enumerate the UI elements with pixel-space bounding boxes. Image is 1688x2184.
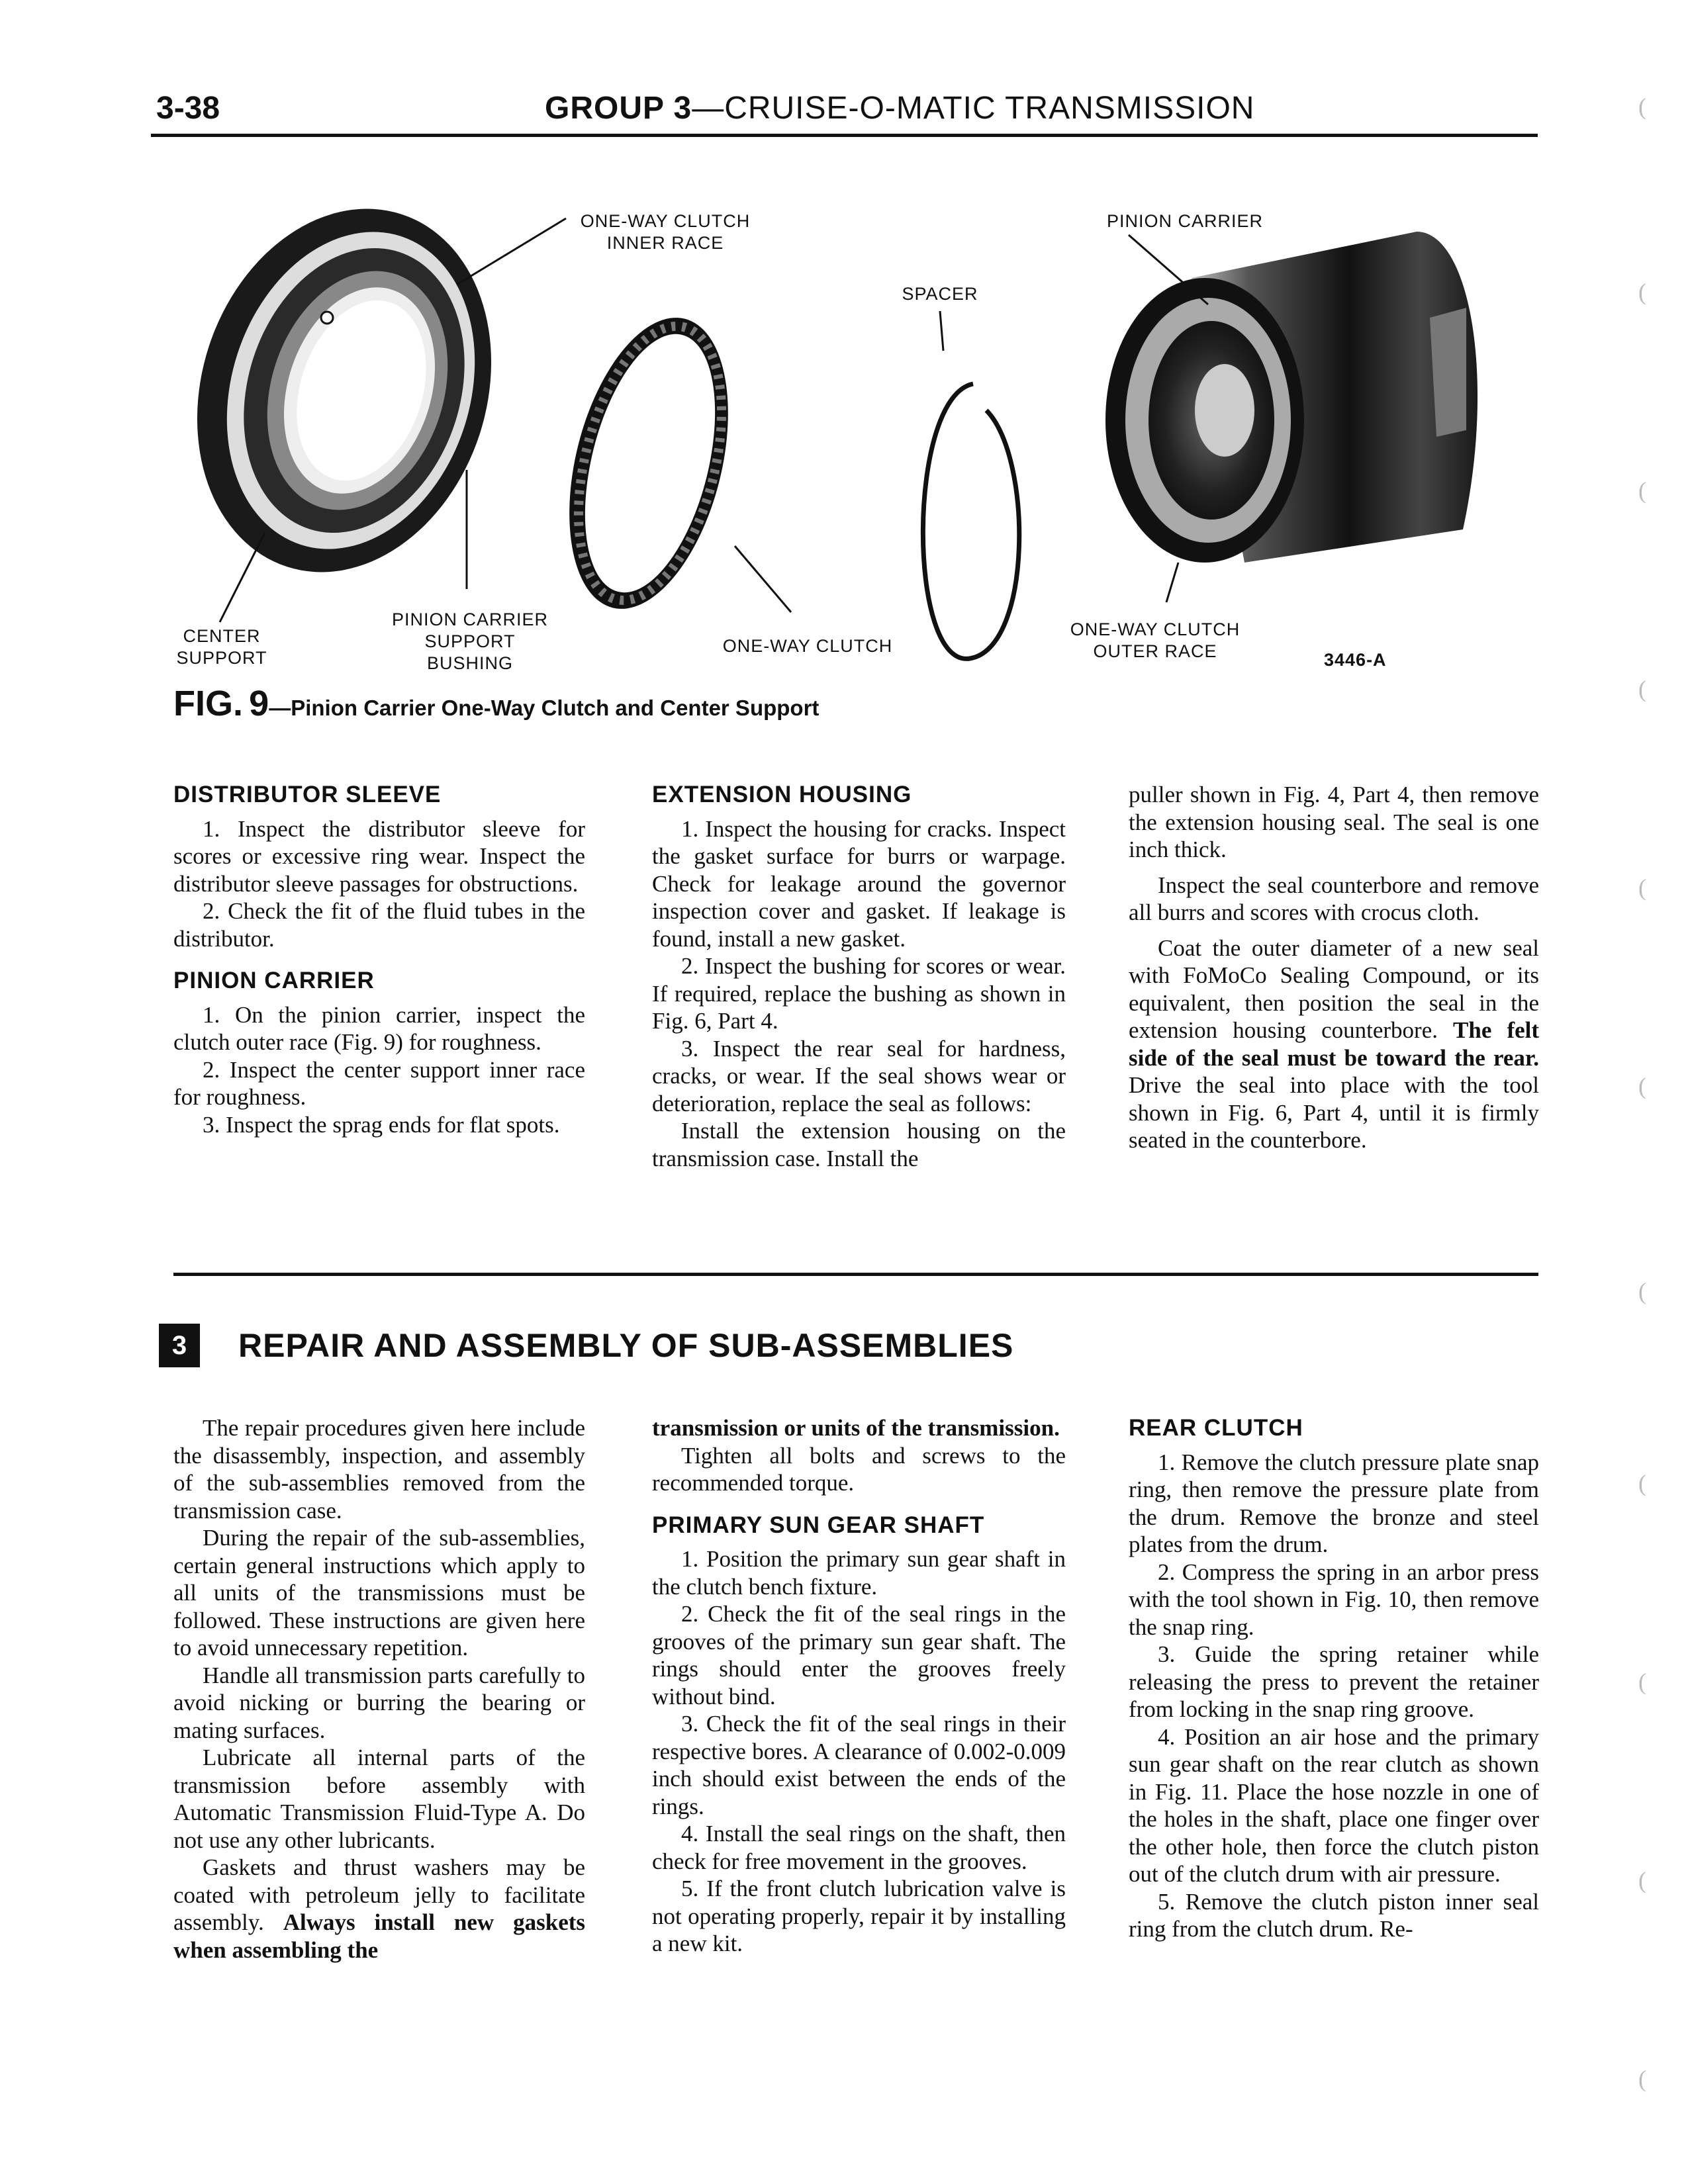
spacer [1129, 864, 1539, 872]
paragraph: 2. Check the fit of the fluid tubes in the distributor. [173, 898, 585, 952]
page-number: 3-38 [156, 91, 220, 126]
section-rule [173, 1273, 1538, 1276]
margin-mark: ( [1638, 93, 1646, 120]
paragraph: 1. Inspect the housing for cracks. Inspect the gasket surface for burrs or warpage. Check for leakage around the governor inspection cover and gasket. If leakage is found, install a new gasket. [652, 815, 1066, 952]
pinion-carrier-part [1105, 232, 1477, 563]
label-center-support-text: CENTER SUPPORT [176, 626, 267, 668]
emphasis-text: The felt side of the seal must be toward the rear. [1129, 1017, 1540, 1071]
paragraph: 5. Remove the clutch piston inner seal ring from the clutch drum. Re- [1129, 1888, 1539, 1942]
label-pinion-carrier: PINION CARRIER [1106, 211, 1264, 231]
margin-mark: ( [1638, 1073, 1646, 1099]
paragraph: 3. Guide the spring retainer while releasing the press to prevent the retainer from locking in the snap ring groove. [1129, 1641, 1539, 1722]
paragraph: Inspect the seal counterbore and remove all burrs and scores with crocus cloth. [1129, 872, 1539, 925]
paragraph: 2. Inspect the bushing for scores or wear. If required, replace the bushing as shown in Fig. 6, Part 4. [652, 953, 1066, 1034]
spacer [1129, 927, 1539, 934]
paragraph: 2. Compress the spring in an arbor press with the tool shown in Fig. 10, then remove the snap ring. [1129, 1559, 1539, 1640]
margin-mark: ( [1638, 1278, 1646, 1304]
paragraph: Tighten all bolts and screws to the recommended torque. [652, 1442, 1066, 1496]
margin-mark: ( [1638, 2066, 1646, 2092]
label-one-way-clutch: ONE-WAY CLUTCH [722, 636, 893, 656]
paragraph [173, 1854, 585, 1964]
text-run: Drive the seal into place with the tool shown in Fig. 6, Part 4, until it is firmly seated in the counterbore. [1129, 1072, 1539, 1153]
paragraph [1129, 934, 1539, 1154]
spacer-part [923, 384, 1019, 659]
header-rule [151, 134, 1538, 137]
figure-9 [172, 192, 1536, 695]
mid-top-column [652, 781, 1066, 1172]
emphasis-text: Always install new gaskets when assembling the [173, 1909, 586, 1963]
paragraph: 1. On the pinion carrier, inspect the clutch outer race (Fig. 9) for roughness. [173, 1001, 585, 1055]
margin-mark: ( [1638, 477, 1646, 504]
text-run: Coat the outer diameter of a new seal with FoMoCo Sealing Compound, or its equivalent, then position the seal in the extension housing counterbore. [1129, 934, 1539, 1043]
one-way-clutch-part [542, 301, 755, 625]
paragraph: 1. Remove the clutch pressure plate snap ring, then remove the pressure plate from the drum. Remove the bronze and steel plates from the drum. [1129, 1449, 1539, 1557]
title-rest: —CRUISE-O-MATIC TRANSMISSION [692, 91, 1255, 126]
paragraph: puller shown in Fig. 4, Part 4, then remove the extension housing seal. The seal is one inch thick. [1129, 782, 1539, 862]
paragraph: 3. Check the fit of the seal rings in their respective bores. A clearance of 0.002-0.009 inch should exist between the ends of the rings. [652, 1711, 1066, 1819]
page-header [151, 90, 1538, 139]
figure-code: 3446-A [1324, 650, 1387, 670]
paragraph: The repair procedures given here include the disassembly, inspection, and assembly of the sub-assemblies removed from the transmission case. [173, 1415, 585, 1524]
label-bushing-text: PINION CARRIER SUPPORT BUSHING [391, 610, 549, 673]
label-bushing [381, 609, 559, 674]
caption-number: 9 [249, 684, 269, 723]
group-label: GROUP 3 [545, 91, 692, 126]
caption-text: —Pinion Carrier One-Way Clutch and Center Support [269, 696, 820, 720]
center-support-part [172, 192, 537, 611]
margin-mark: ( [1638, 1867, 1646, 1893]
left-bottom-column [173, 1414, 585, 1964]
label-inner-race [566, 210, 765, 254]
right-bottom-column [1129, 1414, 1539, 1943]
heading-pinion-carrier: PINION CARRIER [173, 968, 375, 993]
left-top-column [173, 781, 585, 1138]
margin-marks [1638, 0, 1665, 2184]
paragraph [652, 1414, 1066, 1442]
label-outer-race-text: ONE-WAY CLUTCH OUTER RACE [1070, 619, 1241, 661]
paragraph: 2. Check the fit of the seal rings in the grooves of the primary sun gear shaft. The rings should enter the grooves freely without bind. [652, 1601, 1066, 1709]
paragraph: 4. Position an air hose and the primary sun gear shaft on the rear clutch as shown in Fig. 11. Place the hose nozzle in one of the holes in the shaft, place one finger over the other hole, then force the clutch piston out of the clutch drum with air pressure. [1129, 1723, 1539, 1887]
margin-mark: ( [1638, 874, 1646, 901]
margin-mark: ( [1638, 279, 1646, 305]
margin-mark: ( [1638, 1668, 1646, 1695]
emphasis-text: transmission or units of the transmission. [652, 1415, 1060, 1441]
label-inner-race-text: ONE-WAY CLUTCH INNER RACE [580, 211, 751, 253]
label-outer-race [1056, 619, 1254, 662]
paragraph: 1. Position the primary sun gear shaft in the clutch bench fixture. [652, 1546, 1066, 1600]
caption-prefix: FIG. [173, 684, 243, 723]
margin-mark: ( [1638, 1470, 1646, 1496]
heading-distributor-sleeve: DISTRIBUTOR SLEEVE [173, 782, 442, 807]
paragraph: Install the extension housing on the transmission case. Install the [652, 1118, 1066, 1171]
paragraph: 2. Inspect the center support inner race for roughness. [173, 1056, 585, 1110]
mid-bottom-column [652, 1414, 1066, 1958]
paragraph: 1. Inspect the distributor sleeve for scores or excessive ring wear. Inspect the distributor sleeve passages for obstructions. [173, 815, 585, 897]
heading-rear-clutch: REAR CLUTCH [1129, 1415, 1303, 1441]
paragraph: Lubricate all internal parts of the transmission before assembly with Automatic Transmission Fluid-Type A. Do not use any other lubricants. [173, 1745, 585, 1853]
paragraph: 5. If the front clutch lubrication valve is not operating properly, repair it by installing a new kit. [652, 1876, 1066, 1956]
heading-primary-sun-gear-shaft: PRIMARY SUN GEAR SHAFT [652, 1512, 985, 1538]
figure-caption [173, 684, 902, 723]
label-spacer: SPACER [902, 284, 978, 304]
spacer [173, 952, 585, 967]
text-run: Gaskets and thrust washers may be coated with petroleum jelly to facilitate assembly. [173, 1854, 585, 1935]
section-title: REPAIR AND ASSEMBLY OF SUB-ASSEMBLIES [238, 1327, 1014, 1364]
paragraph: 3. Inspect the rear seal for hardness, cracks, or wear. If the seal shows wear or deterioration, replace the seal as follows: [652, 1035, 1066, 1116]
section-number-badge: 3 [159, 1324, 200, 1367]
right-top-column [1129, 781, 1539, 1154]
margin-mark: ( [1638, 676, 1646, 702]
label-center-support [165, 625, 278, 669]
paragraph: 3. Inspect the sprag ends for flat spots. [203, 1111, 560, 1138]
figure-illustration [172, 192, 1536, 695]
page-title [545, 90, 1254, 126]
paragraph: During the repair of the sub-assemblies, certain general instructions which apply to all units of the transmissions must be followed. These instructions are given here to avoid unnecessary repetition. [173, 1525, 585, 1661]
heading-extension-housing: EXTENSION HOUSING [652, 782, 912, 807]
paragraph: 4. Install the seal rings on the shaft, then check for free movement in the grooves. [652, 1821, 1066, 1874]
spacer [652, 1497, 1066, 1512]
paragraph: Handle all transmission parts carefully to avoid nicking or burring the bearing or mating surfaces. [173, 1662, 585, 1743]
